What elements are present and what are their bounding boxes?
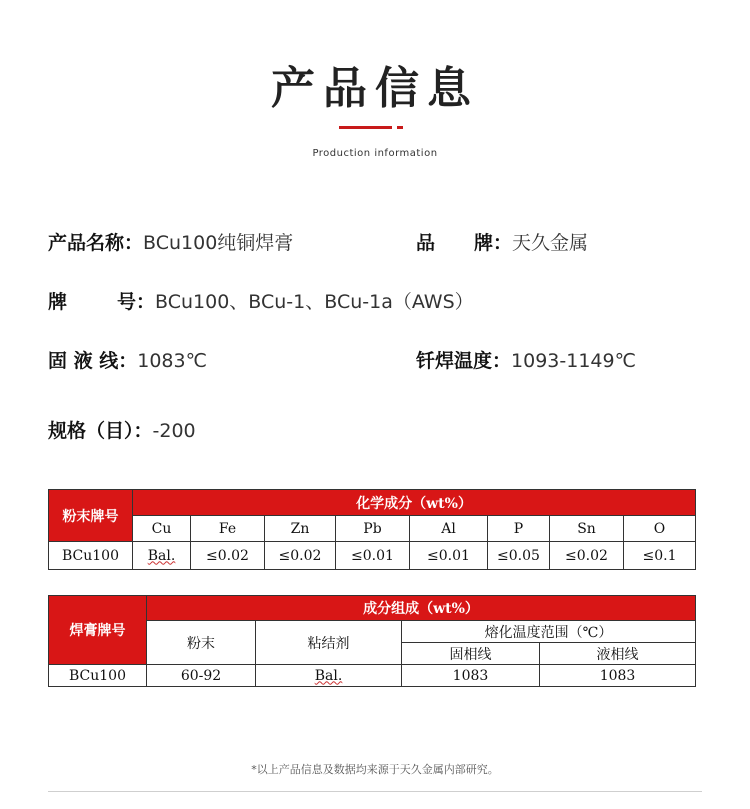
table-cell: ≤0.01 (336, 542, 410, 570)
row-label: BCu100 (49, 542, 133, 570)
chemical-composition-table (48, 489, 696, 570)
binder-header: 粘结剂 (256, 621, 402, 665)
solidus-row (48, 346, 207, 373)
chemical-composition-header: 化学成分（wt%） (133, 490, 696, 516)
brand-row (416, 228, 588, 255)
element-header: P (488, 516, 550, 542)
table-cell: ≤0.02 (265, 542, 336, 570)
brazing-temp-value: 1093-1149℃ (511, 350, 636, 372)
powder-grade-header: 粉末牌号 (49, 490, 133, 542)
paste-composition-table (48, 595, 696, 687)
element-header: Fe (191, 516, 265, 542)
grade-label-char-2: 号： (117, 291, 156, 313)
element-header: Zn (265, 516, 336, 542)
table-row (49, 665, 696, 687)
footnote: *以上产品信息及数据均来源于天久金属内部研究。 (251, 763, 499, 776)
liquidus-header: 液相线 (540, 643, 696, 665)
table-cell (133, 542, 191, 570)
grade-value: BCu100、BCu-1、BCu-1a（AWS） (155, 291, 474, 313)
element-header: Pb (336, 516, 410, 542)
element-header: Al (410, 516, 488, 542)
table-cell: ≤0.01 (410, 542, 488, 570)
table-cell: 1083 (402, 665, 540, 687)
mesh-label: 规格（目）： (48, 420, 153, 442)
product-name-row (48, 228, 293, 255)
table-row (49, 542, 696, 570)
brazing-temp-row (416, 346, 636, 373)
element-header: Sn (550, 516, 624, 542)
product-name-label: 产品名称： (48, 232, 144, 254)
solidus-label: 固 液 线： (48, 350, 138, 372)
brand-value: 天久金属 (512, 232, 589, 254)
solidus-header: 固相线 (402, 643, 540, 665)
table-cell: ≤0.1 (624, 542, 696, 570)
solidus-value: 1083℃ (137, 350, 207, 372)
melting-range-header: 熔化温度范围（℃） (402, 621, 696, 643)
title-underline-dot (397, 126, 403, 129)
paste-grade-header: 焊膏牌号 (49, 596, 147, 665)
brand-label-char-1: 品 (416, 232, 436, 254)
table-cell (256, 665, 402, 687)
row-label: BCu100 (49, 665, 147, 687)
element-header: Cu (133, 516, 191, 542)
table-cell: 1083 (540, 665, 696, 687)
page-subtitle: Production information (312, 148, 438, 159)
brazing-temp-label: 钎焊温度： (416, 350, 512, 372)
brand-label-char-2: 牌： (474, 232, 513, 254)
table-cell: ≤0.05 (488, 542, 550, 570)
table-cell: ≤0.02 (191, 542, 265, 570)
mesh-row (48, 416, 196, 443)
element-header: O (624, 516, 696, 542)
grade-row (48, 287, 474, 314)
composition-header: 成分组成（wt%） (147, 596, 696, 621)
table-cell: 60-92 (147, 665, 256, 687)
page-title: 产品信息 (271, 63, 479, 114)
grade-label-char-1: 牌 (48, 291, 68, 313)
table-cell: ≤0.02 (550, 542, 624, 570)
powder-header: 粉末 (147, 621, 256, 665)
cell-value: Bal. (147, 547, 176, 564)
footer-divider (48, 791, 702, 792)
cell-value: Bal. (314, 667, 343, 684)
title-underline (339, 126, 392, 129)
mesh-value: -200 (152, 420, 196, 442)
product-name-value: BCu100纯铜焊膏 (143, 232, 294, 254)
